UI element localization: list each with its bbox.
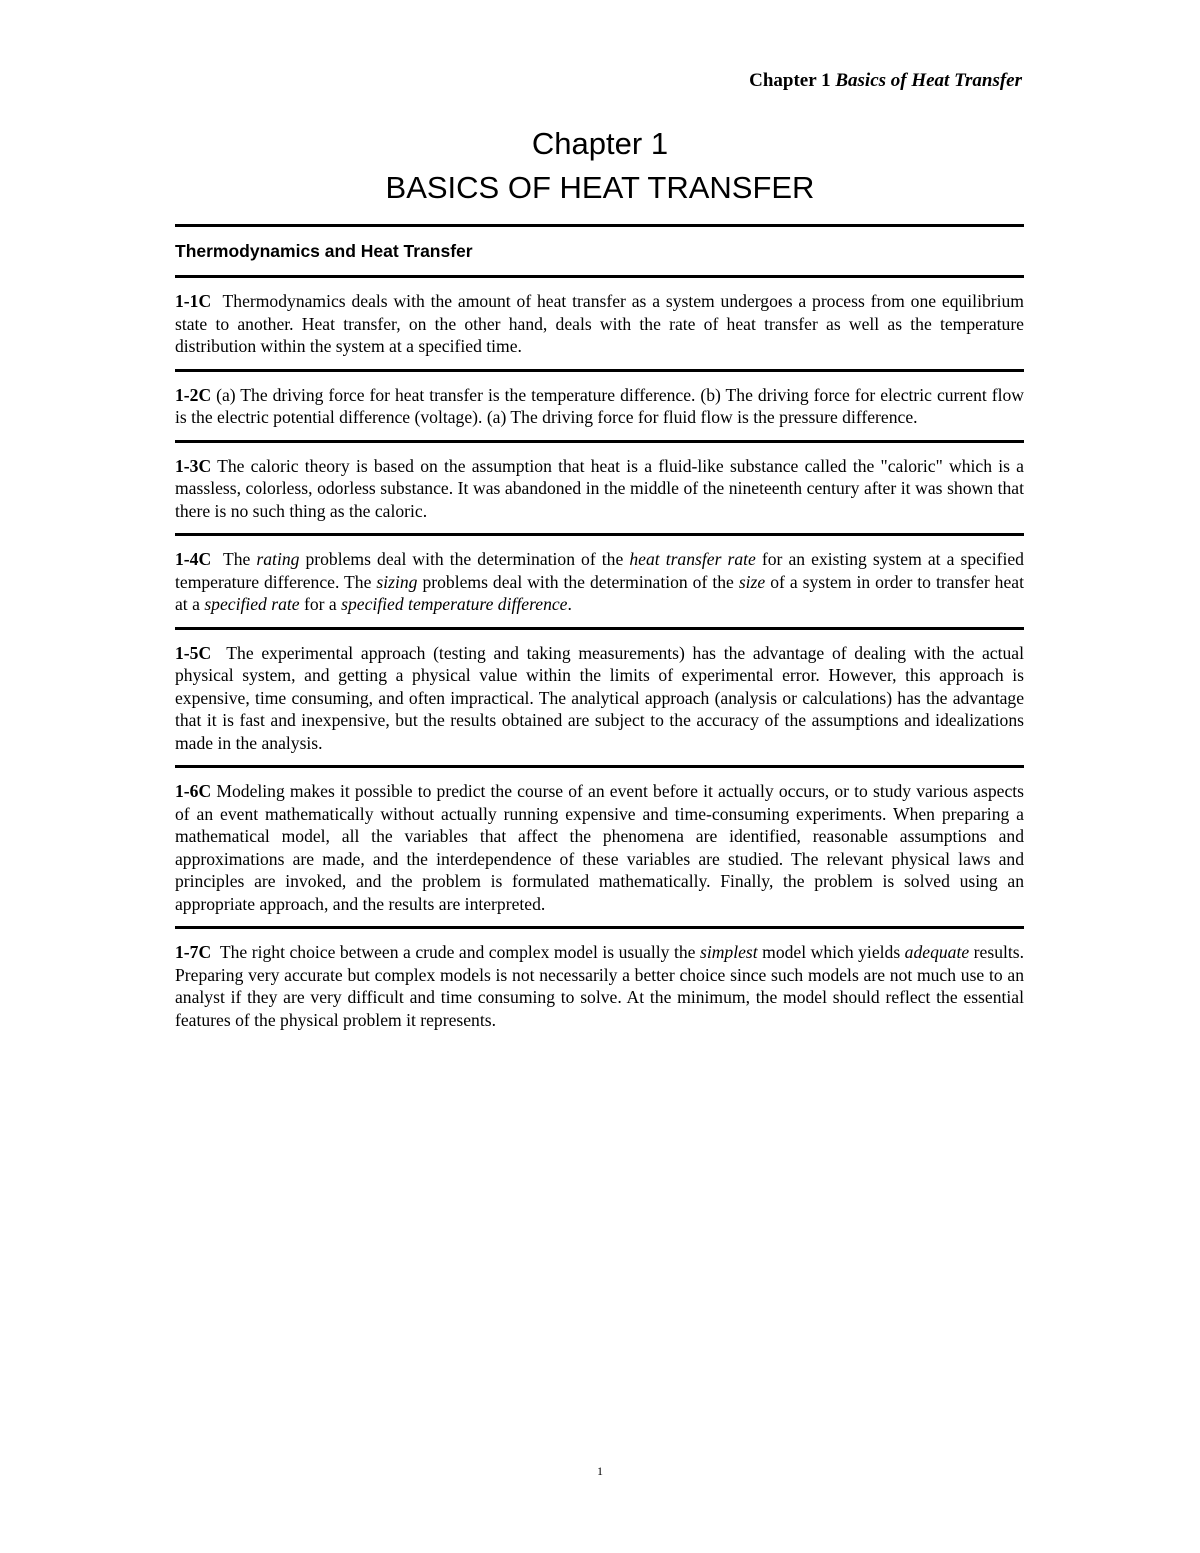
problem-1-1c [175,278,1024,369]
problem-1-6c [175,768,1024,926]
problem-emphasis: adequate [904,942,970,962]
problem-text-segment: results. Preparing very accurate but complex models is not necessarily a better choice since such models are not much use to an analyst if they are very difficult and time consuming to solve. At the minimum, the model should reflect the essential features of the physical problem it represents. [175,942,1025,1030]
problem-emphasis: size [738,571,766,592]
problem-text: The experimental approach (testing and taking measurements) has the advantage of dealing with the actual physical system, and getting a physical value within the limits of experimental error. However, this approach is expensive, time consuming, and often impractical. The analytical approach (analysis or calculations) has the advantage that it is fast and inexpensive, but the results obtained are subject to the accuracy of the assumptions and idealizations made in the analysis. [175,642,1024,753]
chapter-name: BASICS OF HEAT TRANSFER [385,170,815,205]
problem-text-segment: The [222,549,257,569]
problem-1-2c [175,372,1024,440]
problem-number: 1-5C [175,642,212,663]
running-header-chapter: Chapter 1 [749,70,831,91]
problem-1-5c [175,630,1024,766]
running-header-book-title: Basics of Heat Transfer [835,70,1022,91]
page-number: 1 [597,1464,603,1478]
problem-text: Modeling makes it possible to predict the course of an event before it actually occurs, or to study various aspects of an event mathematically without actually running expensive and time-consuming experiments. When preparing a mathematical model, all the variables that affect the phenomena are identified, reasonable assumptions and approximations are made, and the interdependence of these variables are studied. The relevant physical laws and principles are invoked, and the problem is formulated mathematically. Finally, the problem is solved using an appropriate approach, and the results are interpreted. [175,781,1024,914]
running-header [749,70,1022,92]
problem-number: 1-2C [175,384,212,405]
problem-emphasis: specified temperature difference [341,594,568,614]
problem-number: 1-1C [175,291,212,311]
problem-text-segment: model which yields [757,942,905,962]
problem-content [175,224,1024,1042]
problem-text: The caloric theory is based on the assumption that heat is a fluid-like substance called the "caloric" which is a massless, colorless, odorless substance. It was abandoned in the middle of the nineteenth century after it was shown that there is no such thing as the caloric. [175,455,1024,521]
problem-number: 1-6C [175,781,212,801]
problem-text-segment: problems deal with the determination of the [299,549,630,569]
problem-number: 1-7C [175,942,212,962]
problem-text-segment: for an existing system at a specified temperature difference. The [175,549,1024,592]
problem-text: (a) The driving force for heat transfer is the temperature difference. (b) The driving force for electric current flow is the electric potential difference (voltage). (a) The driving force for fluid flow is the pressure difference. [175,384,1024,427]
problem-text-segment: of a system in order to transfer heat at a [175,571,1024,614]
problem-text-segment: The right choice between a crude and complex model is usually the [219,942,700,962]
section-heading: Thermodynamics and Heat Transfer [175,241,473,261]
problem-text-segment: problems deal with the determination of the [417,571,739,592]
problem-1-7c [175,929,1024,1042]
problem-emphasis: heat transfer rate [629,549,756,569]
problem-emphasis: rating [256,549,300,569]
problem-text-segment: for a [299,594,342,614]
problem-number: 1-4C [175,549,212,569]
problem-1-3c [175,443,1024,534]
problem-emphasis: sizing [376,571,418,592]
problem-emphasis: simplest [699,942,758,962]
problem-number: 1-3C [175,455,212,476]
chapter-title [0,122,1200,210]
chapter-number: Chapter 1 [531,126,669,161]
problem-text-segment: . [567,594,572,614]
problem-emphasis: specified rate [204,594,300,614]
problem-1-4c [175,536,1024,627]
problem-text: Thermodynamics deals with the amount of heat transfer as a system undergoes a process from one equilibrium state to another. Heat transfer, on the other hand, deals with the rate of heat transfer as well as the temperature distribution within the system at a specified time. [175,291,1024,356]
